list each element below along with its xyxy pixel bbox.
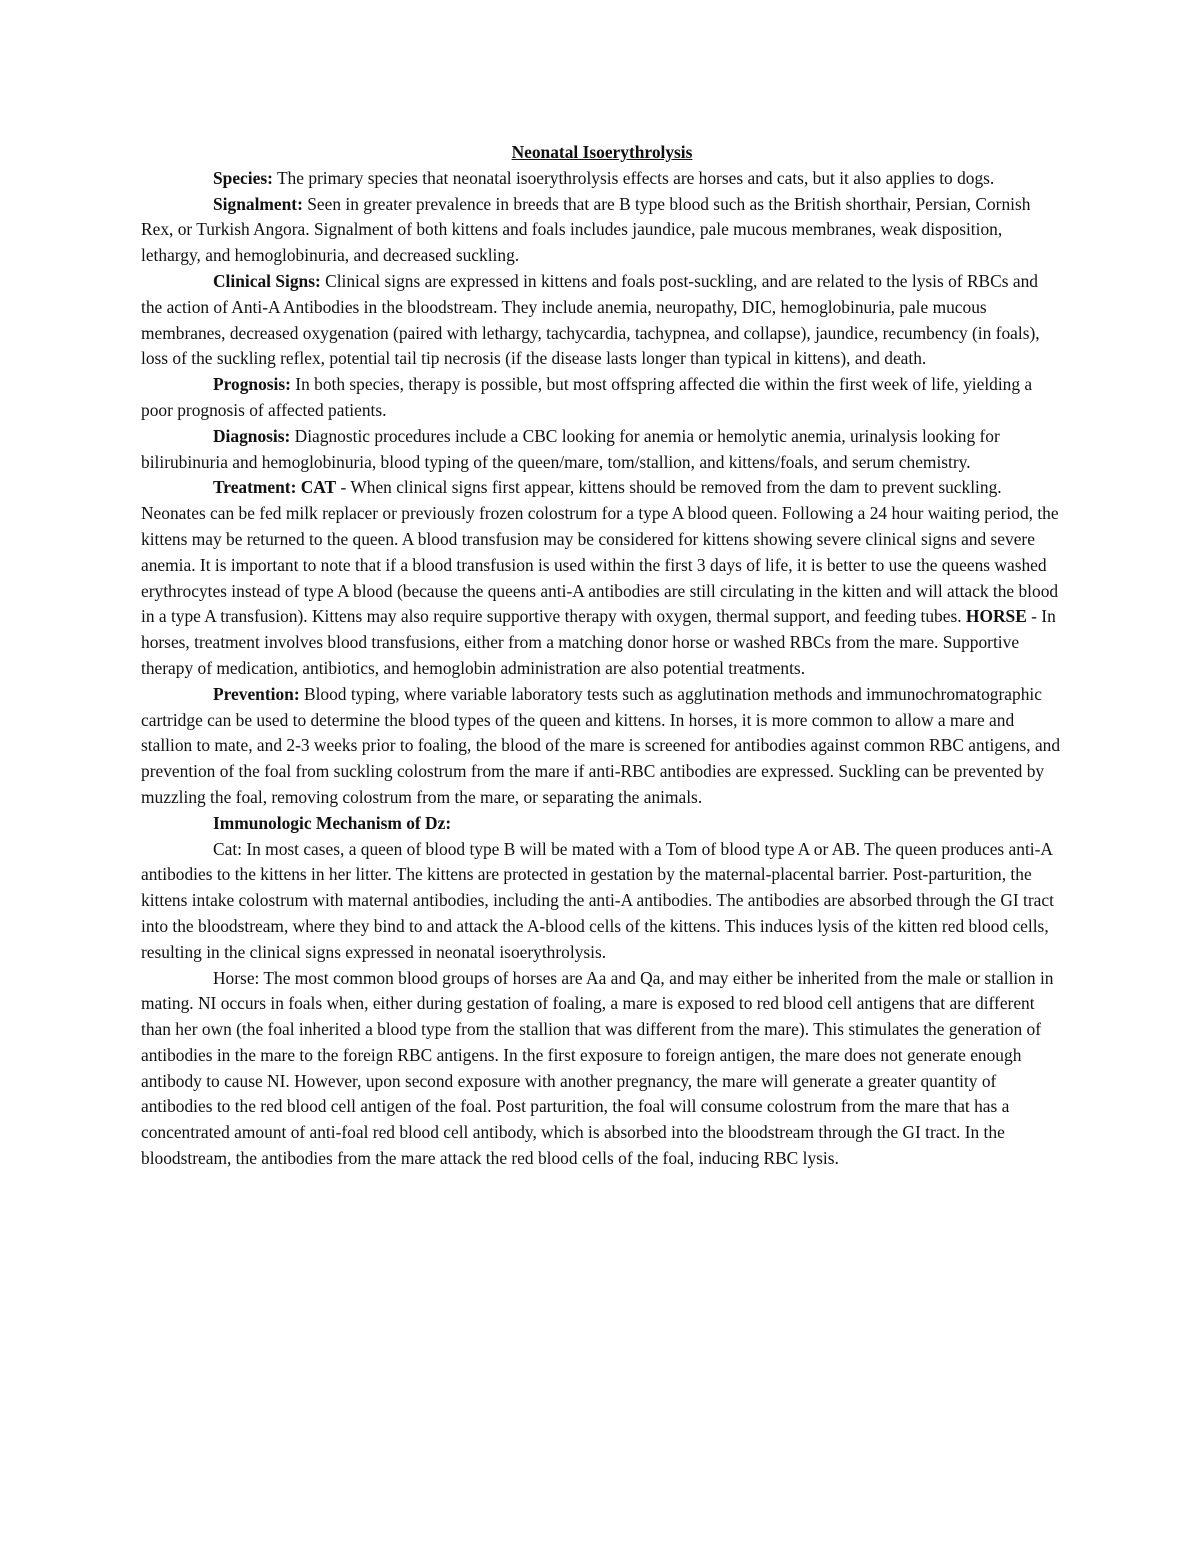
- signalment-label: Signalment:: [213, 193, 303, 214]
- document-page: [141, 140, 1063, 1172]
- diagnosis-text: Diagnostic procedures include a CBC looking for anemia or hemolytic anemia, urinalysis looking for bilirubinuria and hemoglobinuria, blood typing of the queen/mare, tom/stallion, and kittens/foals, and serum chemistry.: [141, 425, 1000, 472]
- diagnosis-paragraph: [141, 424, 1063, 476]
- prognosis-label: Prognosis:: [213, 374, 291, 395]
- signalment-text: Seen in greater prevalence in breeds that are B type blood such as the British shorthair, Persian, Cornish Rex, or Turkish Angora. Signalment of both kittens and foals includes jaundice, pale mucous membranes, weak disposition, lethargy, and hemoglobinuria, and decreased suckling.: [141, 193, 1031, 266]
- mechanism-heading: Immunologic Mechanism of Dz:: [213, 812, 452, 833]
- treatment-label: Treatment: CAT: [213, 477, 337, 498]
- prevention-text: Blood typing, where variable laboratory tests such as agglutination methods and immunochromatographic cartridge can be used to determine the blood types of the queen and kittens. In horses, it is more common to allow a mare and stallion to mate, and 2-3 weeks prior to foaling, the blood of the mare is screened for antibodies against common RBC antigens, and prevention of the foal from suckling colostrum from the mare if anti-RBC antibodies are expressed. Suckling can be prevented by muzzling the foal, removing colostrum from the mare, or separating the animals.: [141, 683, 1061, 807]
- document-title: Neonatal Isoerythrolysis: [511, 142, 693, 162]
- prognosis-text: In both species, therapy is possible, but most offspring affected die within the first week of life, yielding a poor prognosis of affected patients.: [141, 374, 1033, 420]
- signalment-paragraph: [141, 192, 1063, 269]
- treatment-cat-text: - When clinical signs first appear, kittens should be removed from the dam to prevent suckling. Neonates can be fed milk replacer or previously frozen colostrum for a type A blood queen. Following a 24 hour waiting period, the kittens may be returned to the queen. A blood transfusion may be considered for kittens showing severe clinical signs and severe anemia. It is important to note that if a blood transfusion is used within the first 3 days of life, it is better to use the queens washed erythrocytes instead of type A blood (because the queens anti-A antibodies are still circulating in the kitten and will attack the blood in a type A transfusion). Kittens may also require supportive therapy with oxygen, thermal support, and feeding tubes.: [141, 477, 1059, 627]
- treatment-horse-label: HORSE: [965, 606, 1027, 627]
- species-paragraph: [141, 166, 1063, 192]
- treatment-paragraph: [141, 475, 1063, 681]
- clinical-signs-paragraph: [141, 269, 1063, 372]
- treatment-horse-text: - In horses, treatment involves blood transfusions, either from a matching donor horse or washed RBCs from the mare. Supportive therapy of medication, antibiotics, and hemoglobin administration are also potential treatments.: [141, 606, 1056, 678]
- prevention-label: Prevention:: [213, 683, 300, 704]
- species-text: The primary species that neonatal isoerythrolysis effects are horses and cats, but it also applies to dogs.: [272, 167, 995, 188]
- diagnosis-label: Diagnosis:: [213, 425, 291, 446]
- prognosis-paragraph: [141, 372, 1063, 424]
- prevention-paragraph: [141, 682, 1063, 811]
- mechanism-horse-paragraph: Horse: The most common blood groups of horses are Aa and Qa, and may either be inherited from the male or stallion in mating. NI occurs in foals when, either during gestation of foaling, a mare is exposed to red blood cell antigens that are different than her own (the foal inherited a blood type from the stallion that was different from the mare). This stimulates the generation of antibodies in the mare to the foreign RBC antigens. In the first exposure to foreign antigen, the mare does not generate enough antibody to cause NI. However, upon second exposure with another pregnancy, the mare will generate a greater quantity of antibodies to the red blood cell antigen of the foal. Post parturition, the foal will consume colostrum from the mare that has a concentrated amount of anti-foal red blood cell antibody, which is absorbed into the bloodstream through the GI tract. In the bloodstream, the antibodies from the mare attack the red blood cells of the foal, inducing RBC lysis.: [141, 967, 1054, 1169]
- mechanism-cat-paragraph: Cat: In most cases, a queen of blood type B will be mated with a Tom of blood type A or AB. The queen produces anti-A antibodies to the kittens in her litter. The kittens are protected in gestation by the maternal-placental barrier. Post-parturition, the kittens intake colostrum with maternal antibodies, including the anti-A antibodies. The antibodies are absorbed through the GI tract into the bloodstream, where they bind to and attack the A-blood cells of the kittens. This induces lysis of the kitten red blood cells, resulting in the clinical signs expressed in neonatal isoerythrolysis.: [141, 838, 1054, 962]
- clinical-signs-label: Clinical Signs:: [213, 270, 321, 291]
- species-label: Species:: [213, 167, 273, 188]
- clinical-signs-text: Clinical signs are expressed in kittens and foals post-suckling, and are related to the lysis of RBCs and the action of Anti-A Antibodies in the bloodstream. They include anemia, neuropathy, DIC, hemoglobinuria, pale mucous membranes, decreased oxygenation (paired with lethargy, tachycardia, tachypnea, and collapse), jaundice, recumbency (in foals), loss of the suckling reflex, potential tail tip necrosis (if the disease lasts longer than typical in kittens), and death.: [141, 270, 1040, 369]
